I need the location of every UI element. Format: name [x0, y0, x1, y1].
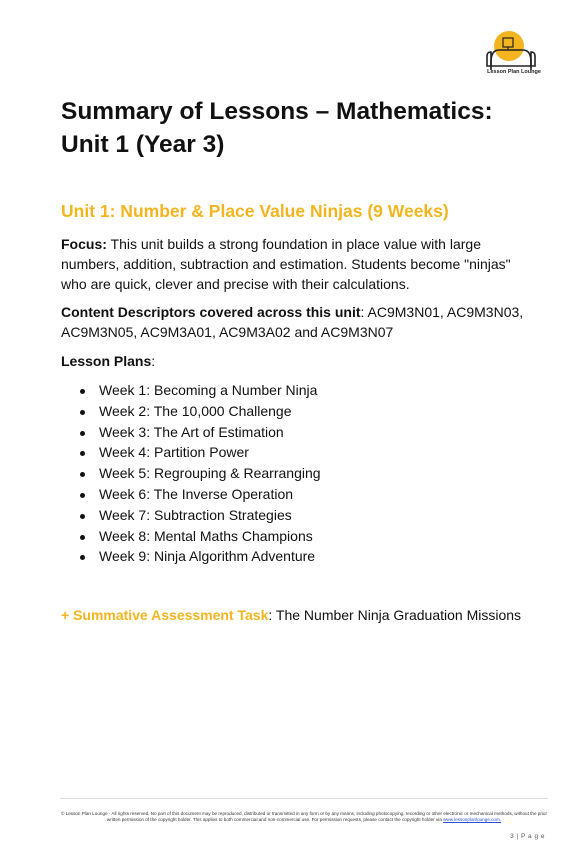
- footer-notice: © Lesson Plan Lounge - All rights reserved. No part of this document may be reproduced, distributed or transmitted in any form or by any means, including photocopying, recording or other electronic or mechanical methods, without the prior written permission of the copyright holder. This applies to both commercial and non-commercial use. For permission requests, please contact the copyright holder via: [61, 811, 547, 823]
- lesson-item: Week 7: Subtraction Strategies: [80, 505, 321, 526]
- lesson-plans-suffix: :: [151, 353, 156, 369]
- unit-heading: Unit 1: Number & Place Value Ninjas (9 Weeks): [61, 201, 449, 221]
- focus-paragraph: [61, 234, 531, 294]
- summative-text: : The Number Ninja Graduation Missions: [268, 607, 522, 623]
- lesson-item: Week 1: Becoming a Number Ninja: [80, 380, 321, 401]
- lesson-item: Week 2: The 10,000 Challenge: [80, 401, 321, 422]
- focus-label: Focus:: [61, 236, 107, 252]
- lesson-list: [80, 380, 321, 567]
- page-title: Summary of Lessons – Mathematics: Unit 1 (Year 3): [61, 98, 493, 158]
- lesson-plans-heading: [61, 351, 531, 371]
- footer-copyright: [60, 811, 548, 823]
- lesson-item: Week 5: Regrouping & Rearranging: [80, 463, 321, 484]
- content-descriptors: [61, 302, 531, 342]
- lesson-item: Week 6: The Inverse Operation: [80, 484, 321, 505]
- lesson-item: Week 4: Partition Power: [80, 442, 321, 463]
- logo-text: Lesson Plan Lounge: [487, 69, 541, 75]
- summative-label: + Summative Assessment Task: [61, 607, 269, 623]
- page-number: 3 | P a g e: [510, 833, 545, 840]
- footer-website-link[interactable]: www.lessonplanlounge.com.: [443, 817, 502, 823]
- descriptors-label: Content Descriptors covered across this unit: [61, 304, 361, 320]
- footer-divider: [60, 798, 548, 799]
- lesson-item: Week 9: Ninja Algorithm Adventure: [80, 546, 321, 567]
- lesson-item: Week 3: The Art of Estimation: [80, 422, 321, 443]
- descriptors-text: : AC9M3N01, AC9M3N03, AC9M3N05, AC9M3A01, AC9M3A02 and AC9M3N07: [61, 304, 524, 340]
- focus-text: This unit builds a strong foundation in place value with large numbers, addition, subtraction and estimation. Students become "ninjas" who are quick, clever and precise with their calculations.: [61, 236, 511, 292]
- lesson-plans-label: Lesson Plans: [61, 353, 152, 369]
- lesson-item: Week 8: Mental Maths Champions: [80, 526, 321, 547]
- summative-assessment: [61, 605, 531, 625]
